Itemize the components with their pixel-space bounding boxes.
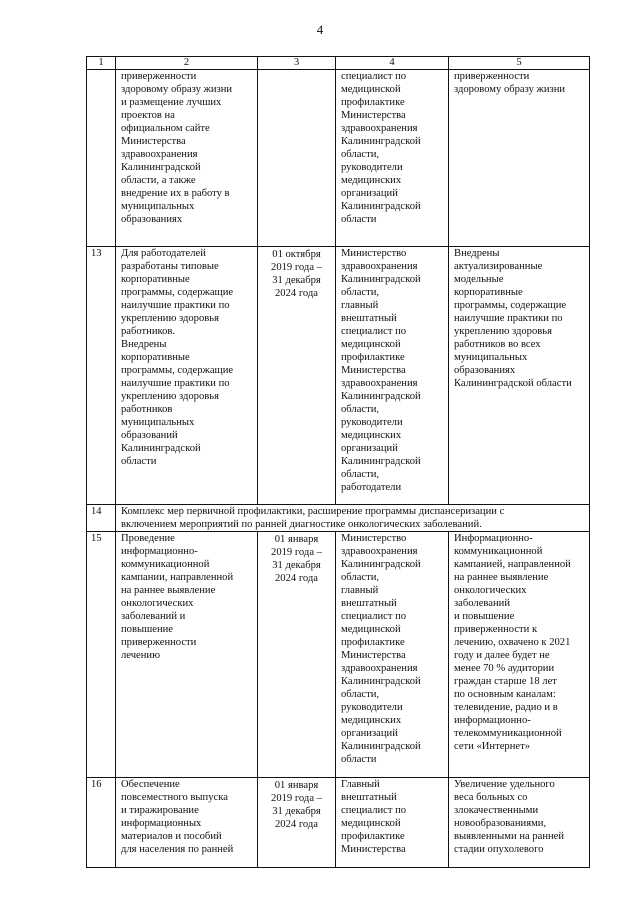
row-number: 16 (87, 778, 116, 868)
responsible-cell: Главный внештатный специалист по медицинской профилактике Министерства (336, 778, 449, 868)
responsible-cell: Министерство здравоохранения Калининградской области, главный внештатный специалист по медицинской профилактике Министерства здравоохранения Калининградской области, руководители медицинских организаций Калининградской области, работодатели (336, 247, 449, 505)
event-cell: Для работодателей разработаны типовые корпоративные программы, содержащие наилучшие практики по укреплению здоровья работников. Внедрены корпоративные программы, содержащие наилучшие практики по укреплению здоровья работников муниципальных образований Калининградской области (116, 247, 258, 505)
result-cell: Увеличение удельного веса больных со злокачественными новообразованиями, выявленными на ранней стадии опухолевого (449, 778, 590, 868)
event-cell: Обеспечение повсеместного выпуска и тиражирование информационных материалов и пособий для населения по ранней (116, 778, 258, 868)
responsible-cell: специалист по медицинской профилактике Министерства здравоохранения Калининградской области, руководители медицинских организаций Калининградской области (336, 70, 449, 247)
event-cell: приверженности здоровому образу жизни и размещение лучших проектов на официальном сайте Министерства здравоохранения Калининградской области, а также внедрение их в работу в муниципальных образованиях (116, 70, 258, 247)
row-number: 14 (87, 505, 116, 532)
dates-cell: 01 января 2019 года – 31 декабря 2024 года (258, 778, 336, 868)
table-row (87, 70, 590, 247)
result-cell: Внедрены актуализированные модельные корпоративные программы, содержащие наилучшие практики по укреплению здоровья работников во всех муниципальных образованиях Калининградской области (449, 247, 590, 505)
table-row (87, 505, 590, 532)
table-row (87, 247, 590, 505)
action-plan-table (86, 56, 590, 868)
row-number: 13 (87, 247, 116, 505)
header-cell: 4 (336, 57, 449, 70)
table-row (87, 532, 590, 778)
responsible-cell: Министерство здравоохранения Калининградской области, главный внештатный специалист по медицинской профилактике Министерства здравоохранения Калининградской области, руководители медицинских организаций Калининградской области (336, 532, 449, 778)
event-cell: Проведение информационно- коммуникационной кампании, направленной на раннее выявление онкологических заболеваний и повышение приверженности лечению (116, 532, 258, 778)
header-cell: 5 (449, 57, 590, 70)
result-cell: приверженности здоровому образу жизни (449, 70, 590, 247)
dates-cell: 01 октября 2019 года – 31 декабря 2024 года (258, 247, 336, 505)
page-number: 4 (316, 22, 324, 37)
row-number: 15 (87, 532, 116, 778)
table-row (87, 778, 590, 868)
result-cell: Информационно- коммуникационной кампанией, направленной на раннее выявление онкологических заболеваний и повышение приверженности к лечению, охвачено к 2021 году и далее будет не менее 70 % аудитории граждан старше 18 лет по основным каналам: телевидение, радио и в информационно- телекоммуникационной сети «Интернет» (449, 532, 590, 778)
row-number (87, 70, 116, 247)
section-heading-cell: Комплекс мер первичной профилактики, расширение программы диспансеризации с включением мероприятий по ранней диагностике онкологических заболеваний. (116, 505, 590, 532)
dates-cell: 01 января 2019 года – 31 декабря 2024 года (258, 532, 336, 778)
table-header-row (87, 57, 590, 70)
dates-cell (258, 70, 336, 247)
header-cell: 3 (258, 57, 336, 70)
header-cell: 1 (87, 57, 116, 70)
header-cell: 2 (116, 57, 258, 70)
